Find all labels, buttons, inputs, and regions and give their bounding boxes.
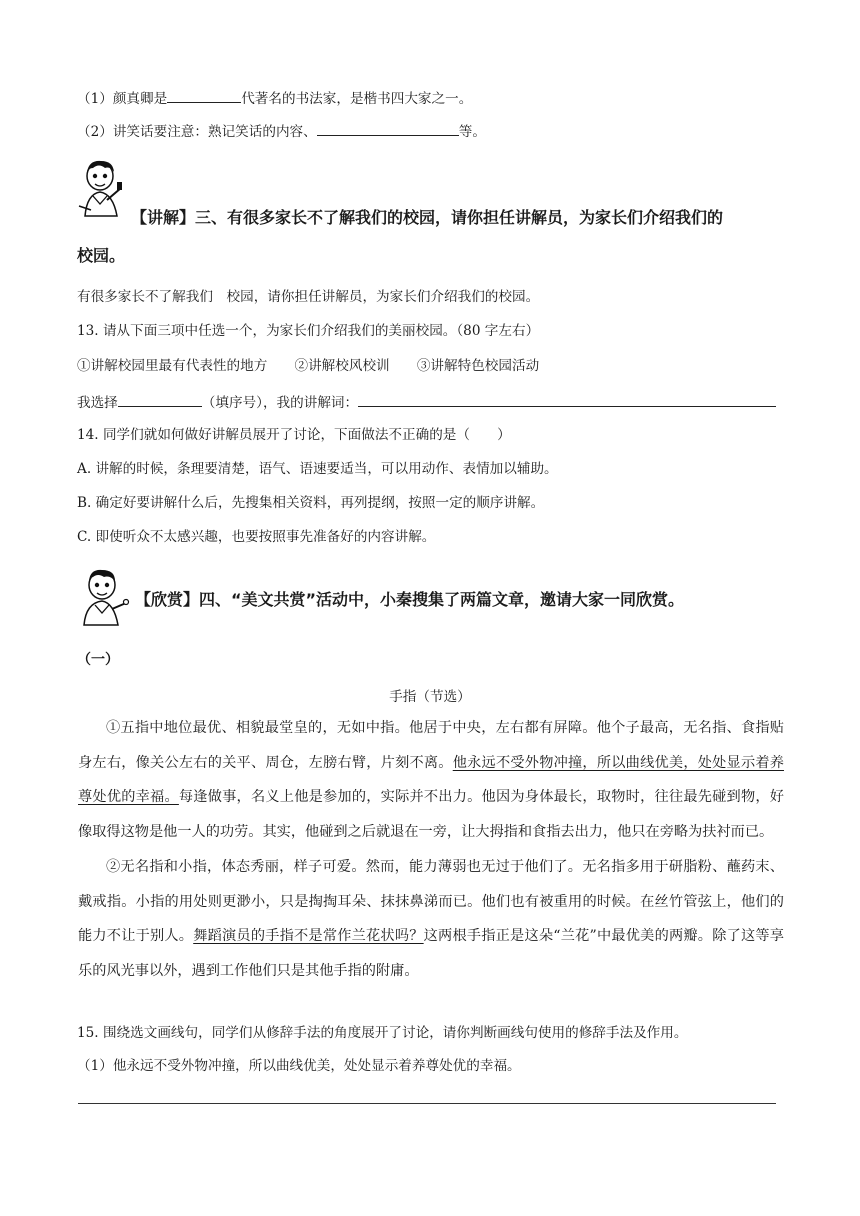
answer-line[interactable] — [78, 1103, 776, 1104]
q12-item-1: （1）颜真卿是 代著名的书法家，是楷书四大家之一。 — [77, 88, 472, 109]
article-paragraph-1: ①五指中地位最优、相貌最堂皇的，无如中指。他居于中央，左右都有屏障。他个子最高，无名指、食指贴身左右，像关公左右的关平、周仓，左膀右臂，片刻不离。他永远不受外物冲撞，所以曲线优美，处处显示着养尊处优的幸福。每逢做事，名义上他是参加的，实际并不出力。他因为身体最长，取物时，往往最先碰到物，好像取得这物是他一人的功劳。其实，他碰到之后就退在一旁，让大拇指和食指去出力，他只在旁略为扶衬而已。 — [78, 720, 784, 840]
answer-blank[interactable] — [167, 88, 241, 103]
question-14: 14. 同学们就如何做好讲解员展开了讨论，下面做法不正确的是（ ） — [77, 427, 511, 443]
question-13: 13. 请从下面三项中任选一个，为家长们介绍我们的美丽校园。（80 字左右） — [77, 323, 540, 339]
question-13-answer-line: 我选择 （填序号），我的讲解词： — [77, 392, 776, 413]
cartoon-boy-pointing-icon — [80, 567, 130, 627]
underlined-sentence: 舞蹈演员的手指不是常作兰花状吗？ — [193, 928, 424, 945]
article-title: 手指（节选） — [389, 689, 471, 705]
section-3-intro: 有很多家长不了解我们 校园，请你担任讲解员，为家长们介绍我们的校园。 — [77, 289, 540, 305]
question-15-item-1: （1）他永远不受外物冲撞，所以曲线优美，处处显示着养尊处优的幸福。 — [77, 1058, 521, 1074]
speech-answer-blank[interactable] — [358, 392, 776, 407]
question-15: 15. 围绕选文画线句，同学们从修辞手法的角度展开了讨论，请你判断画线句使用的修辞手法及作用。 — [77, 1025, 688, 1041]
answer-blank[interactable] — [317, 121, 459, 136]
question-14-option-c: C. 即使听众不太感兴趣，也要按照事先准备好的内容讲解。 — [77, 529, 436, 545]
cartoon-boy-teacher-icon — [77, 156, 125, 220]
part-label: （一） — [77, 652, 119, 668]
q12-item-2: （2）讲笑话要注意：熟记笑话的内容、 等。 — [77, 121, 486, 142]
question-13-options: ①讲解校园里最有代表性的地方 ②讲解校风校训 ③讲解特色校园活动 — [77, 358, 540, 374]
question-14-option-a: A. 讲解的时候，条理要清楚，语气、语速要适当，可以用动作、表情加以辅助。 — [77, 461, 558, 477]
article-paragraph-2: ②无名指和小指，体态秀丽，样子可爱。然而，能力薄弱也无过于他们了。无名指多用于研脂粉、蘸药末、戴戒指。小指的用处则更渺小，只是掏掏耳朵、抹抹鼻涕而已。他们也有被重用的时候。在丝竹管弦上，他们的能力不让于别人。舞蹈演员的手指不是常作兰花状吗？这两根手指正是这朵“兰花”中最优美的两瓣。除了这等享乐的风光事以外，遇到工作他们只是其他手指的附庸。 — [78, 859, 784, 979]
underlined-sentence: 他永远不受外物冲撞，所以曲线优美，处处显示着养尊处优的幸福。 — [78, 754, 784, 806]
question-14-option-b: B. 确定好要讲解什么后，先搜集相关资料，再列提纲，按照一定的顺序讲解。 — [77, 495, 545, 511]
option-choice-blank[interactable] — [118, 392, 202, 407]
